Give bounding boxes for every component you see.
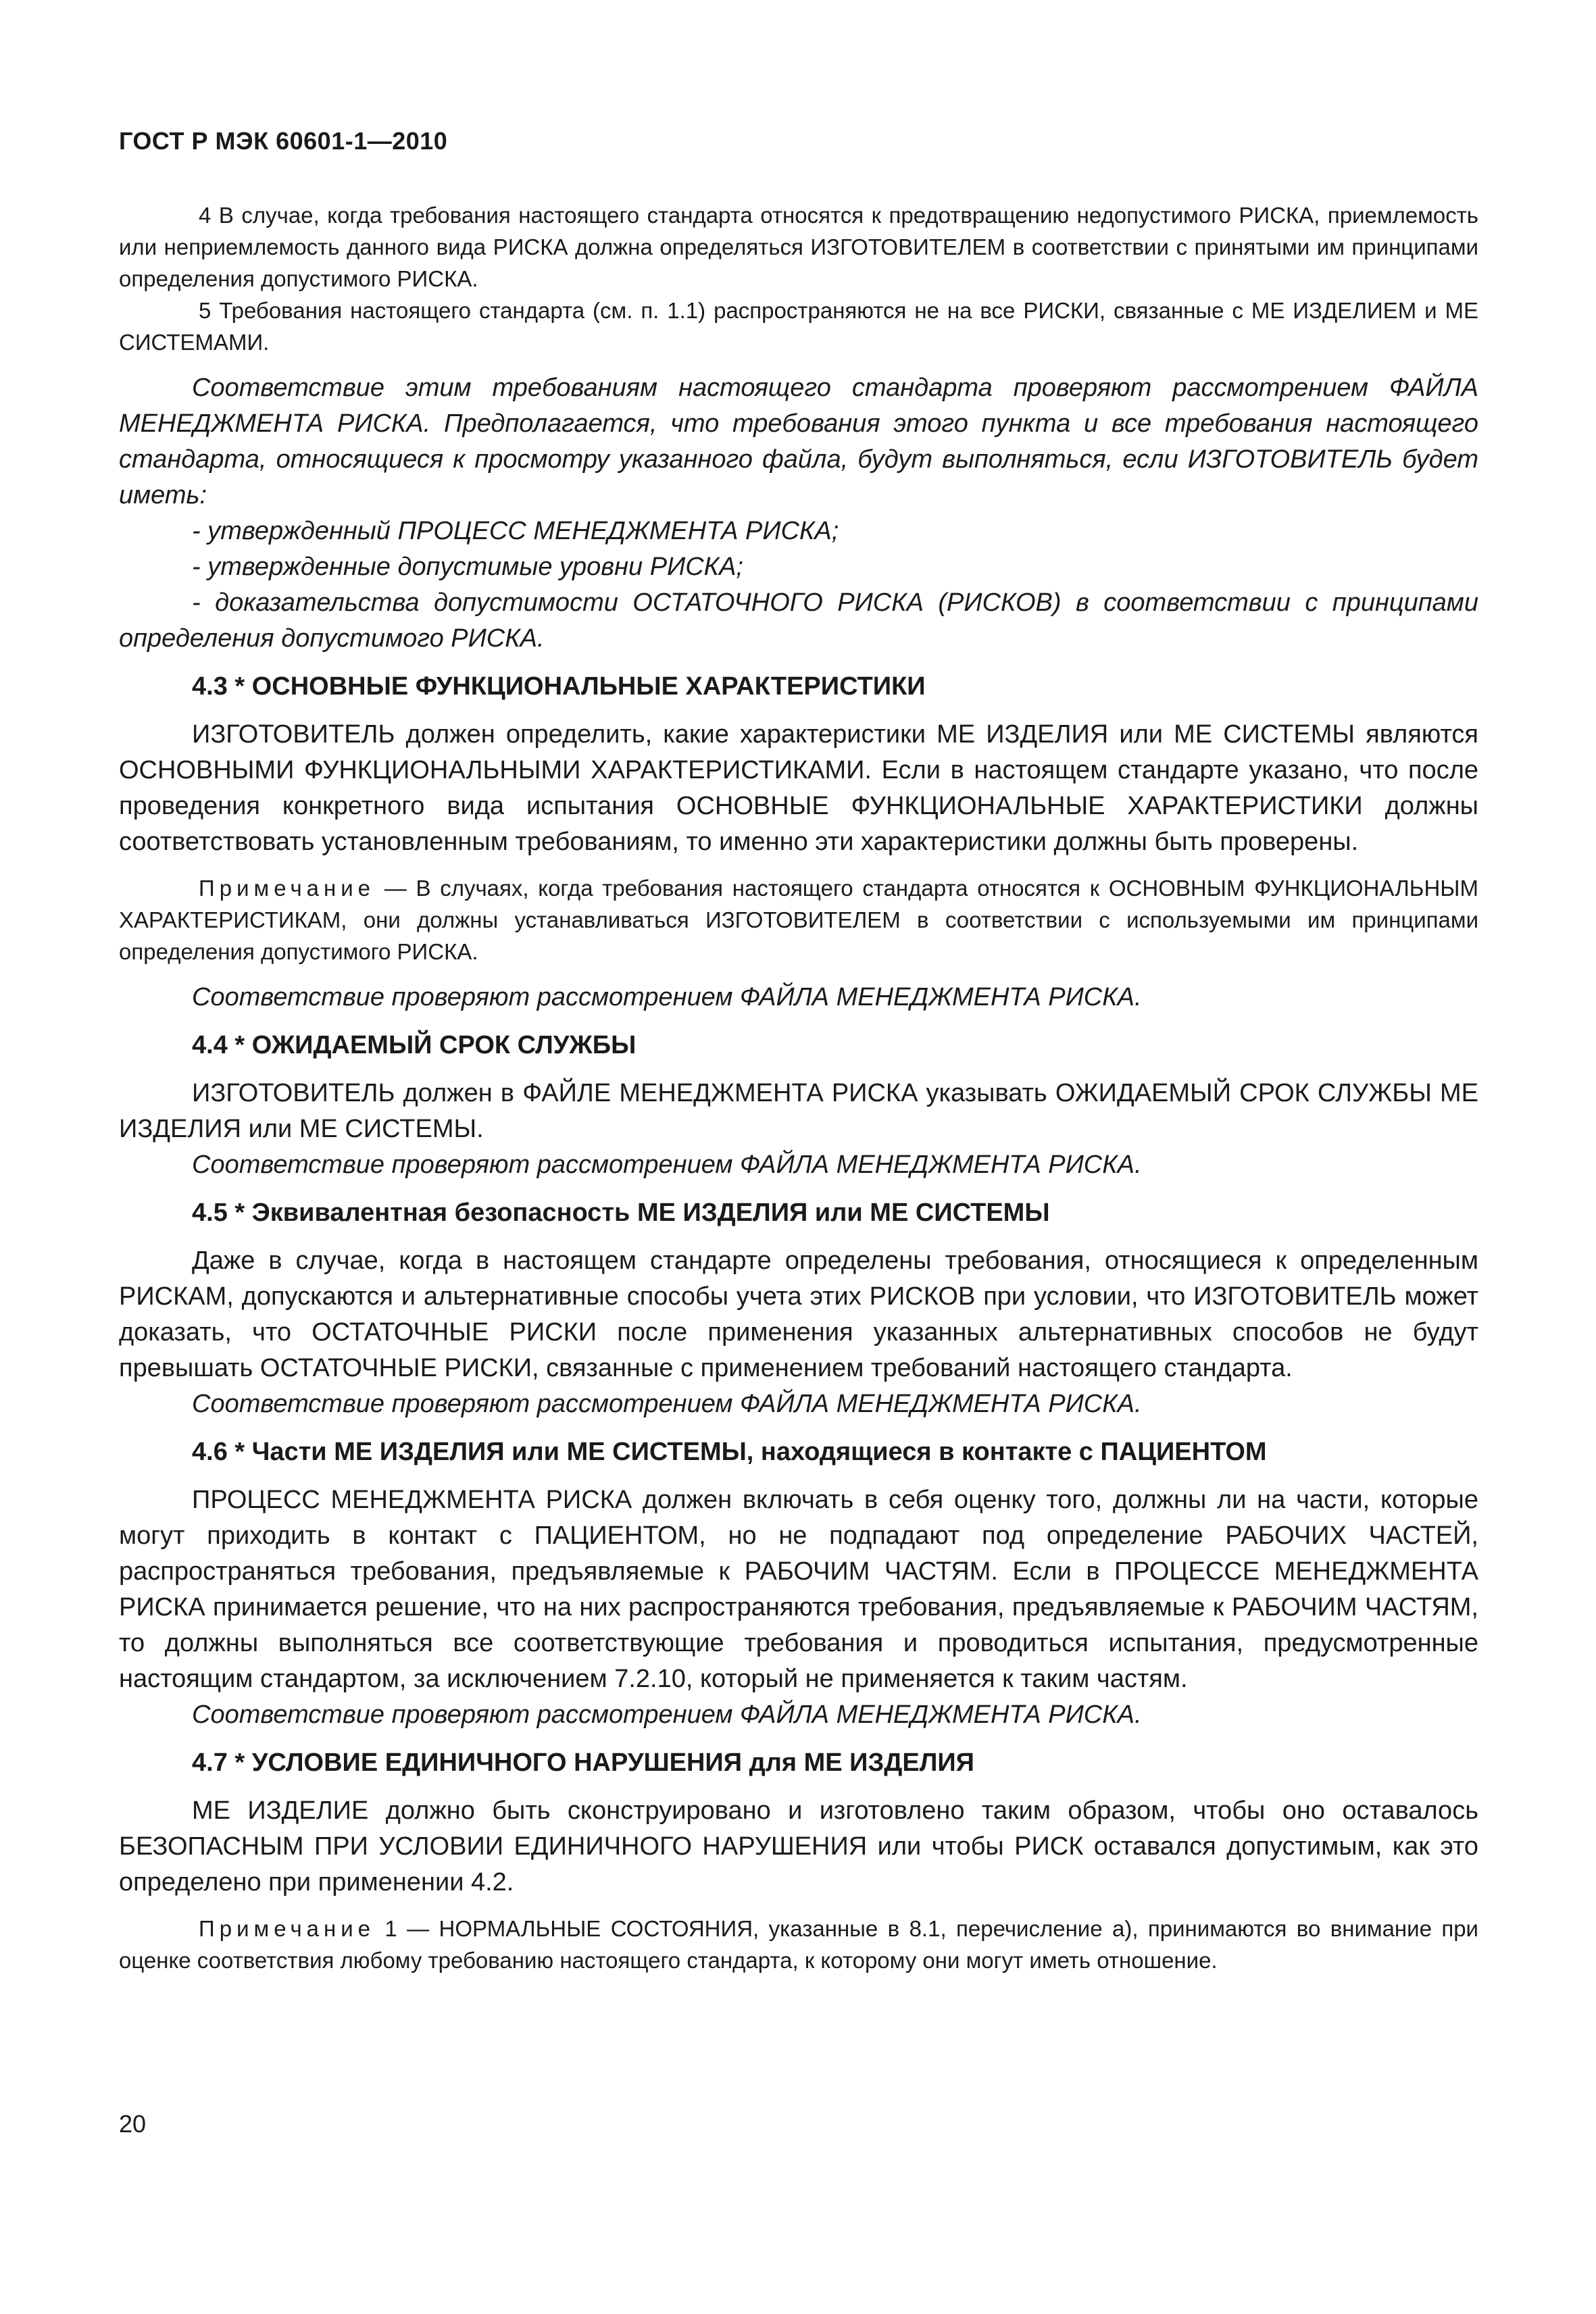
- page-content: [119, 199, 1478, 1976]
- section-4-4-body: ИЗГОТОВИТЕЛЬ должен в ФАЙЛЕ МЕНЕДЖМЕНТА РИСКА указывать ОЖИДАЕМЫЙ СРОК СЛУЖБЫ МЕ ИЗДЕЛИЯ или МЕ СИСТЕМЫ.: [119, 1079, 1478, 1143]
- section-4-6-heading: 4.6 * Части МЕ ИЗДЕЛИЯ или МЕ СИСТЕМЫ, находящиеся в контакте с ПАЦИЕНТОМ: [192, 1438, 1267, 1466]
- section-4-3-compliance: Соответствие проверяют рассмотрением ФАЙЛА МЕНЕДЖМЕНТА РИСКА.: [192, 983, 1142, 1011]
- section-4-4-heading: 4.4 * ОЖИДАЕМЫЙ СРОК СЛУЖБЫ: [192, 1031, 637, 1059]
- section-4-7-body: МЕ ИЗДЕЛИЕ должно быть сконструировано и изготовлено таким образом, чтобы оно оставалось БЕЗОПАСНЫМ ПРИ УСЛОВИИ ЕДИНИЧНОГО НАРУШЕНИЯ или чтобы РИСК оставался допустимым, как это определено при применении 4.2.: [119, 1796, 1478, 1896]
- section-4-6-compliance: Соответствие проверяют рассмотрением ФАЙЛА МЕНЕДЖМЕНТА РИСКА.: [192, 1701, 1142, 1729]
- section-4-5-body: Даже в случае, когда в настоящем стандарте определены требования, относящиеся к определенным РИСКАМ, допускаются и альтернативные способы учета этих РИСКОВ при условии, что ИЗГОТОВИТЕЛЬ может доказать, что ОСТАТОЧНЫЕ РИСКИ после применения указанных альтернативных способов не будут превышать ОСТАТОЧНЫЕ РИСКИ, связанные с применением требований настоящего стандарта.: [119, 1247, 1478, 1382]
- section-4-5-compliance: Соответствие проверяют рассмотрением ФАЙЛА МЕНЕДЖМЕНТА РИСКА.: [192, 1390, 1142, 1418]
- note-label: Примечание: [199, 1916, 376, 1941]
- section-4-3-note: [119, 872, 1478, 967]
- compliance-item-3: - доказательства допустимости ОСТАТОЧНОГО РИСКА (РИСКОВ) в соответствии с принципами определения допустимого РИСКА.: [119, 588, 1478, 653]
- note-text: 1 — НОРМАЛЬНЫЕ СОСТОЯНИЯ, указанные в 8.1, перечисление а), принимаются во внимание при оценке соответствия любому требованию настоящего стандарта, к которому они могут иметь отношение.: [119, 1916, 1478, 1973]
- section-4-6-body: ПРОЦЕСС МЕНЕДЖМЕНТА РИСКА должен включать в себя оценку того, должны ли на части, которые могут приходить в контакт с ПАЦИЕНТОМ, но не подпадают под определение РАБОЧИХ ЧАСТЕЙ, распространяться требования, предъявляемые к РАБОЧИМ ЧАСТЯМ. Если в ПРОЦЕССЕ МЕНЕДЖМЕНТА РИСКА принимается решение, что на них распространяются требования, предъявляемые к РАБОЧИМ ЧАСТЯМ, то должны выполняться все соответствующие требования и проводиться испытания, предусмотренные настоящим стандартом, за исключением 7.2.10, который не применяется к таким частям.: [119, 1486, 1478, 1693]
- section-4-5-heading: 4.5 * Эквивалентная безопасность МЕ ИЗДЕЛИЯ или МЕ СИСТЕМЫ: [192, 1199, 1050, 1227]
- section-4-7-note: [119, 1913, 1478, 1976]
- page-number: 20: [119, 2110, 147, 2138]
- note-text: — В случаях, когда требования настоящего стандарта относятся к ОСНОВНЫМ ФУНКЦИОНАЛЬНЫМ ХАРАКТЕРИСТИКАМ, они должны устанавливаться ИЗГОТОВИТЕЛЕМ в соответствии с используемыми им принципами определения допустимого РИСКА.: [119, 876, 1478, 964]
- section-4-4-compliance: Соответствие проверяют рассмотрением ФАЙЛА МЕНЕДЖМЕНТА РИСКА.: [192, 1151, 1142, 1179]
- compliance-item-2: - утвержденные допустимые уровни РИСКА;: [192, 553, 743, 581]
- page-header-title: ГОСТ Р МЭК 60601-1—2010: [119, 127, 448, 155]
- section-4-3-heading: 4.3 * ОСНОВНЫЕ ФУНКЦИОНАЛЬНЫЕ ХАРАКТЕРИСТИКИ: [192, 672, 926, 701]
- note-5: 5 Требования настоящего стандарта (см. п. 1.1) распространяются не на все РИСКИ, связанные с МЕ ИЗДЕЛИЕМ и МЕ СИСТЕМАМИ.: [119, 298, 1478, 355]
- note-4: 4 В случае, когда требования настоящего стандарта относятся к предотвращению недопустимого РИСКА, приемлемость или неприемлемость данного вида РИСКА должна определяться ИЗГОТОВИТЕЛЕМ в соответствии с принятыми им принципами определения допустимого РИСКА.: [119, 203, 1478, 291]
- section-4-3-body: ИЗГОТОВИТЕЛЬ должен определить, какие характеристики МЕ ИЗДЕЛИЯ или МЕ СИСТЕМЫ являются ОСНОВНЫМИ ФУНКЦИОНАЛЬНЫМИ ХАРАКТЕРИСТИКАМИ. Если в настоящем стандарте указано, что после проведения конкретного вида испытания ОСНОВНЫЕ ФУНКЦИОНАЛЬНЫЕ ХАРАКТЕРИСТИКИ должны соответствовать установленным требованиям, то именно эти характеристики должны быть проверены.: [119, 720, 1478, 856]
- compliance-item-1: - утвержденный ПРОЦЕСС МЕНЕДЖМЕНТА РИСКА;: [192, 517, 839, 545]
- note-label: Примечание: [199, 876, 376, 901]
- section-4-7-heading: 4.7 * УСЛОВИЕ ЕДИНИЧНОГО НАРУШЕНИЯ для МЕ ИЗДЕЛИЯ: [192, 1749, 974, 1777]
- compliance-intro: Соответствие этим требованиям настоящего стандарта проверяют рассмотрением ФАЙЛА МЕНЕДЖМЕНТА РИСКА. Предполагается, что требования этого пункта и все требования настоящего стандарта, относящиеся к просмотру указанного файла, будут выполняться, если ИЗГОТОВИТЕЛЬ будет иметь:: [119, 374, 1478, 509]
